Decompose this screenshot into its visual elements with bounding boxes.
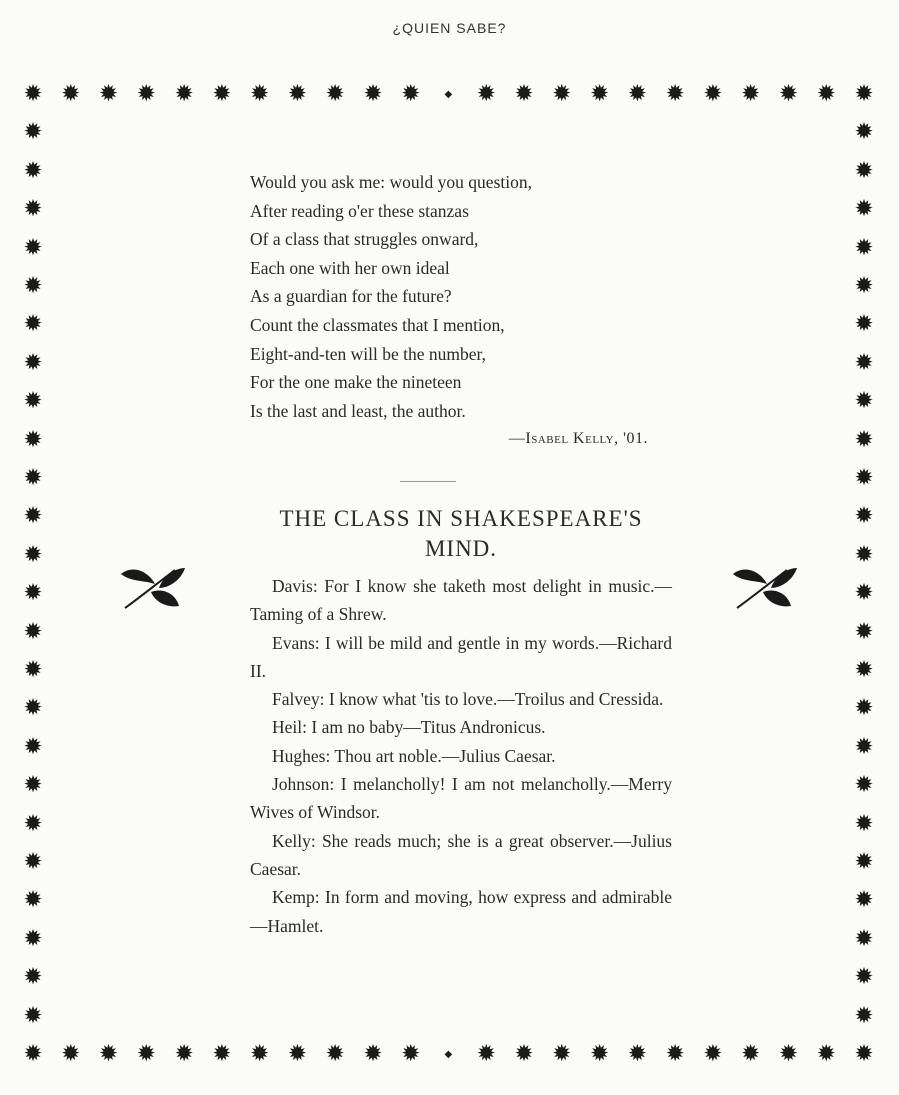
signature-name: Isabel Kelly, '01.	[525, 430, 648, 448]
star-ornament-icon: ✹	[854, 964, 874, 991]
star-ornament-icon: ✹	[23, 81, 43, 107]
quote-name: Johnson:	[272, 774, 335, 795]
quote-item	[250, 742, 672, 770]
quote-name: Kemp:	[272, 887, 320, 908]
poem-signature	[250, 425, 670, 454]
star-ornament-icon: ✹	[627, 1041, 647, 1067]
star-ornament-icon: ✹	[741, 1041, 761, 1067]
star-ornament-icon: ✹	[854, 695, 874, 722]
star-ornament-icon: ✹	[249, 81, 270, 107]
quote-text: For I know she taketh most delight in music.—Taming of a Shrew.	[250, 576, 673, 625]
star-ornament-icon: ✹	[23, 657, 43, 683]
poem-line: Is the last and least, the author.	[250, 400, 466, 421]
star-ornament-icon: ✹	[23, 925, 43, 952]
star-ornament-icon: ✹	[854, 887, 874, 914]
running-head: ¿QUIEN SABE?	[392, 20, 507, 36]
star-ornament-icon: ✹	[854, 810, 874, 837]
star-ornament-icon: ✹	[98, 81, 119, 107]
leaf-flourish-icon	[115, 562, 187, 612]
quote-item	[250, 883, 672, 940]
star-ornament-icon: ✹	[23, 388, 43, 415]
star-ornament-icon: ✹	[854, 925, 874, 952]
star-ornament-icon: ✹	[589, 81, 610, 107]
star-ornament-icon: ✹	[854, 426, 874, 453]
star-ornament-icon: ✹	[854, 772, 874, 799]
star-ornament-icon: ✹	[23, 234, 43, 261]
quote-text: I will be mild and gentle in my words.—Richard II.	[250, 632, 673, 681]
poem-line: Eight-and-ten will be the number,	[250, 343, 486, 364]
star-ornament-icon: ✹	[23, 580, 43, 607]
star-ornament-icon: ✹	[61, 1041, 81, 1067]
star-ornament-icon: ✹	[23, 887, 43, 914]
star-ornament-icon: ✹	[854, 465, 874, 491]
quote-text: I melancholly! I am not melancholly.—Merry Wives of Windsor.	[250, 774, 672, 823]
quote-name: Hughes:	[272, 745, 331, 766]
star-ornament-icon: ✹	[854, 657, 874, 683]
star-ornament-icon: ✹	[854, 733, 874, 760]
star-ornament-icon: ✹	[476, 81, 496, 107]
star-ornament-icon: ✹	[854, 349, 874, 376]
section-title	[250, 504, 672, 564]
star-ornament-icon: ✹	[23, 695, 43, 722]
star-ornament-icon: ✹	[854, 849, 874, 875]
star-ornament-icon: ✹	[174, 81, 194, 107]
star-ornament-icon: ✹	[854, 119, 874, 146]
quote-name: Evans:	[272, 632, 320, 653]
star-ornament-icon: ✹	[401, 1041, 421, 1067]
star-ornament-icon: ✹	[23, 964, 43, 991]
star-ornament-icon: ✹	[23, 196, 43, 223]
star-ornament-icon: ✹	[854, 541, 874, 568]
star-ornament-icon: ✹	[212, 1041, 232, 1067]
star-ornament-icon: ✹	[23, 349, 43, 376]
star-ornament-icon: ✹	[287, 81, 308, 107]
star-ornament-icon: ✹	[23, 772, 43, 799]
star-ornament-icon: ✹	[476, 1041, 496, 1067]
star-ornament-icon: ✹	[854, 196, 874, 223]
quote-name: Davis:	[272, 576, 318, 596]
star-ornament-icon: ✹	[854, 1002, 874, 1029]
star-ornament-icon: ✹	[325, 1041, 345, 1067]
poem	[250, 168, 670, 454]
star-ornament-icon: ✹	[741, 81, 761, 107]
star-ornament-icon: ✹	[665, 1041, 685, 1067]
star-ornament-icon: ✹	[23, 1002, 43, 1029]
star-ornament-icon: ✹	[552, 81, 572, 107]
star-ornament-icon: ✹	[854, 580, 874, 607]
quote-item	[250, 827, 672, 884]
title-line-1: THE CLASS IN SHAKESPEARE'S	[279, 506, 643, 531]
diamond-ornament-icon: ◆	[444, 1049, 453, 1060]
star-ornament-icon: ✹	[665, 81, 685, 107]
star-ornament-icon: ✹	[589, 1041, 610, 1067]
star-ornament-icon: ✹	[23, 119, 43, 146]
star-ornament-icon: ✹	[23, 1041, 43, 1067]
quote-text: I know what 'tis to love.—Troilus and Cressida.	[328, 689, 664, 710]
star-ornament-icon: ✹	[61, 81, 81, 107]
quote-item	[250, 572, 672, 629]
star-ornament-icon: ✹	[174, 1041, 194, 1067]
quote-name: Kelly:	[272, 830, 316, 851]
star-ornament-icon: ✹	[854, 1041, 874, 1067]
star-ornament-icon: ✹	[514, 81, 534, 107]
star-ornament-icon: ✹	[363, 81, 383, 107]
quote-item	[250, 629, 672, 686]
star-ornament-icon: ✹	[136, 1041, 156, 1067]
quote-text: I am no baby—Titus Andronicus.	[311, 717, 546, 738]
poem-line: For the one make the nineteen	[250, 372, 462, 393]
poem-line: As a guardian for the future?	[250, 286, 452, 307]
star-ornament-icon: ✹	[23, 157, 43, 184]
star-ornament-icon: ✹	[23, 503, 43, 530]
star-ornament-icon: ✹	[854, 273, 874, 299]
star-ornament-icon: ✹	[98, 1041, 119, 1067]
star-ornament-icon: ✹	[363, 1041, 383, 1067]
star-ornament-icon: ✹	[23, 618, 43, 645]
star-ornament-icon: ✹	[627, 81, 647, 107]
star-ornament-icon: ✹	[854, 81, 874, 107]
star-ornament-icon: ✹	[136, 81, 156, 107]
star-ornament-icon: ✹	[854, 234, 874, 261]
star-ornament-icon: ✹	[854, 311, 874, 338]
poem-line: Would you ask me: would you question,	[250, 172, 532, 192]
star-ornament-icon: ✹	[287, 1041, 308, 1067]
quote-item	[250, 713, 672, 741]
star-ornament-icon: ✹	[23, 541, 43, 568]
title-line-2: MIND.	[424, 536, 498, 561]
star-ornament-icon: ✹	[703, 81, 723, 107]
quote-item	[250, 770, 672, 827]
star-ornament-icon: ✹	[23, 426, 43, 453]
quote-text: She reads much; she is a great observer.—Julius Caesar.	[250, 830, 672, 879]
diamond-ornament-icon: ◆	[444, 89, 453, 100]
poem-line: Count the classmates that I mention,	[250, 314, 505, 335]
star-ornament-icon: ✹	[212, 81, 232, 107]
star-ornament-icon: ✹	[23, 733, 43, 760]
star-ornament-icon: ✹	[816, 1041, 836, 1067]
poem-line: After reading o'er these stanzas	[250, 200, 469, 221]
section-divider	[400, 481, 456, 482]
star-ornament-icon: ✹	[854, 618, 874, 645]
star-ornament-icon: ✹	[552, 1041, 572, 1067]
star-ornament-icon: ✹	[854, 388, 874, 415]
quote-text: In form and moving, how express and admirable—Hamlet.	[250, 887, 672, 936]
quote-item	[250, 685, 672, 713]
star-ornament-icon: ✹	[816, 81, 836, 107]
star-ornament-icon: ✹	[778, 1041, 799, 1067]
star-ornament-icon: ✹	[854, 503, 874, 530]
shakespeare-quotes	[250, 572, 672, 940]
star-ornament-icon: ✹	[854, 157, 874, 184]
star-ornament-icon: ✹	[23, 465, 43, 491]
star-ornament-icon: ✹	[23, 273, 43, 299]
star-ornament-icon: ✹	[703, 1041, 723, 1067]
star-ornament-icon: ✹	[325, 81, 345, 107]
quote-text: Thou art noble.—Julius Caesar.	[334, 745, 556, 766]
star-ornament-icon: ✹	[249, 1041, 270, 1067]
star-ornament-icon: ✹	[23, 849, 43, 875]
star-ornament-icon: ✹	[778, 81, 799, 107]
quote-name: Falvey:	[272, 689, 325, 710]
star-ornament-icon: ✹	[23, 311, 43, 338]
leaf-flourish-icon	[727, 562, 799, 612]
quote-name: Heil:	[272, 717, 307, 738]
star-ornament-icon: ✹	[401, 81, 421, 107]
poem-line: Of a class that struggles onward,	[250, 229, 479, 250]
signature-dash: —	[508, 430, 526, 448]
star-ornament-icon: ✹	[514, 1041, 534, 1067]
star-ornament-icon: ✹	[23, 810, 43, 837]
poem-line: Each one with her own ideal	[250, 257, 450, 278]
